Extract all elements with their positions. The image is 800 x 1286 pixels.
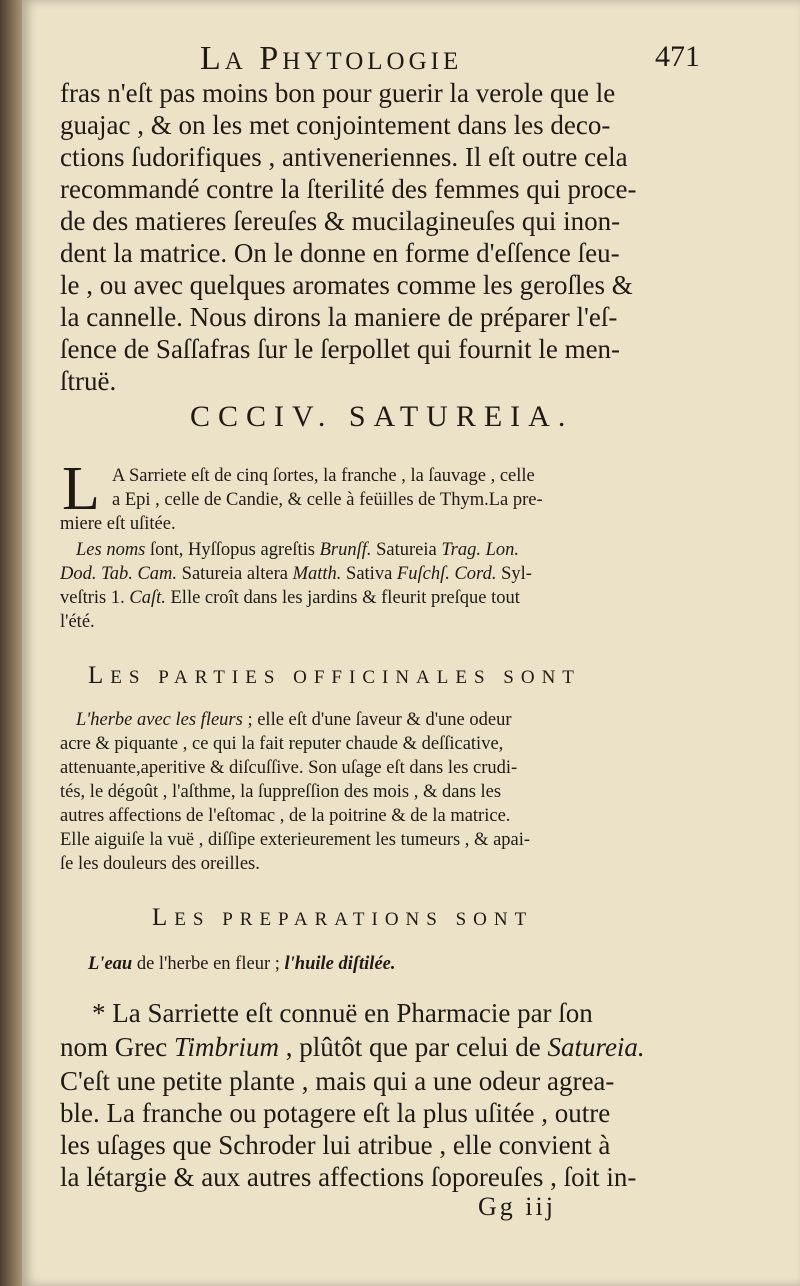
signature-mark: Gg iij: [478, 1192, 556, 1221]
parts-heading: LES PARTIES OFFICINALES SONT: [88, 662, 581, 689]
drop-cap: L: [62, 455, 100, 523]
para1-line: ſence de Saſſafras ſur le ſerpollet qui fournit le men-: [60, 334, 621, 364]
parts-line: acre & piquante , ce qui la fait reputer chaude & deſſicative,: [60, 734, 504, 754]
book-spine: [0, 0, 22, 1286]
para1-line: ctions ſudorifiques , antiveneriennes. Il eſt outre cela: [60, 142, 628, 172]
entry-line: a Epi , celle de Candie, & celle à feüilles de Thym.La pre-: [112, 490, 543, 510]
names-line: l'été.: [60, 612, 95, 632]
names-line: Les noms ſont, Hyſſopus agreſtis Brunſf. Satureia Trag. Lon.: [76, 540, 520, 560]
note-line: la létargie & aux autres affections ſoporeuſes , ſoit in-: [60, 1162, 637, 1192]
para1-line: dent la matrice. On le donne en forme d'eſſence ſeu-: [60, 238, 620, 268]
para1-line: recommandé contre la ſterilité des femmes qui proce-: [60, 174, 637, 204]
preparations-line: L'eau de l'herbe en fleur ; l'huile diſtilée.: [88, 954, 396, 974]
para1-line: de des matieres ſereuſes & mucilagineuſes qui inon-: [60, 206, 621, 236]
note-line: C'eſt une petite plante , mais qui a une odeur agrea-: [60, 1066, 615, 1096]
para1-line: le , ou avec quelques aromates comme les geroſles &: [60, 270, 633, 300]
para1-line: la cannelle. Nous dirons la maniere de préparer l'eſ-: [60, 302, 618, 332]
parts-line: tés, le dégoût , l'aſthme, la ſuppreſſion des mois , & dans les: [60, 782, 502, 802]
parts-line: autres affections de l'eſtomac , de la poitrine & de la matrice.: [60, 806, 511, 826]
note-line: * La Sarriette eſt connuë en Pharmacie par ſon: [92, 998, 593, 1028]
page-number: 471: [655, 40, 700, 73]
names-line: Dod. Tab. Cam. Satureia altera Matth. Sativa Fuſchſ. Cord. Syl-: [60, 564, 532, 584]
entry-line: miere eſt uſitée.: [60, 514, 176, 534]
section-title: CCCIV. SATUREIA.: [190, 400, 574, 433]
para1-line: guajac , & on les met conjointement dans les deco-: [60, 110, 611, 140]
parts-line: Elle aiguiſe la vuë , diſſipe exterieurement les tumeurs , & apai-: [60, 830, 531, 850]
names-line: veſtris 1. Caſt. Elle croît dans les jardins & fleurit preſque tout: [60, 588, 520, 608]
note-line: les uſages que Schroder lui atribue , elle convient à: [60, 1130, 611, 1160]
note-line: ble. La franche ou potagere eſt la plus uſitée , outre: [60, 1098, 611, 1128]
note-line: nom Grec Timbrium , plûtôt que par celui de Satureia.: [60, 1032, 645, 1062]
parts-line: L'herbe avec les fleurs ; elle eſt d'une ſaveur & d'une odeur: [76, 710, 512, 730]
running-header: LA PHYTOLOGIE: [200, 40, 463, 77]
preparations-heading: LES PREPARATIONS SONT: [152, 904, 534, 931]
para1-line: ſtruë.: [60, 366, 117, 396]
parts-line: ſe les douleurs des oreilles.: [60, 854, 260, 874]
para1-line: fras n'eſt pas moins bon pour guerir la verole que le: [60, 78, 616, 108]
entry-line: A Sarriete eſt de cinq ſortes, la franche , la ſauvage , celle: [112, 466, 535, 486]
parts-line: attenuante,aperitive & diſcuſſive. Son uſage eſt dans les crudi-: [60, 758, 518, 778]
